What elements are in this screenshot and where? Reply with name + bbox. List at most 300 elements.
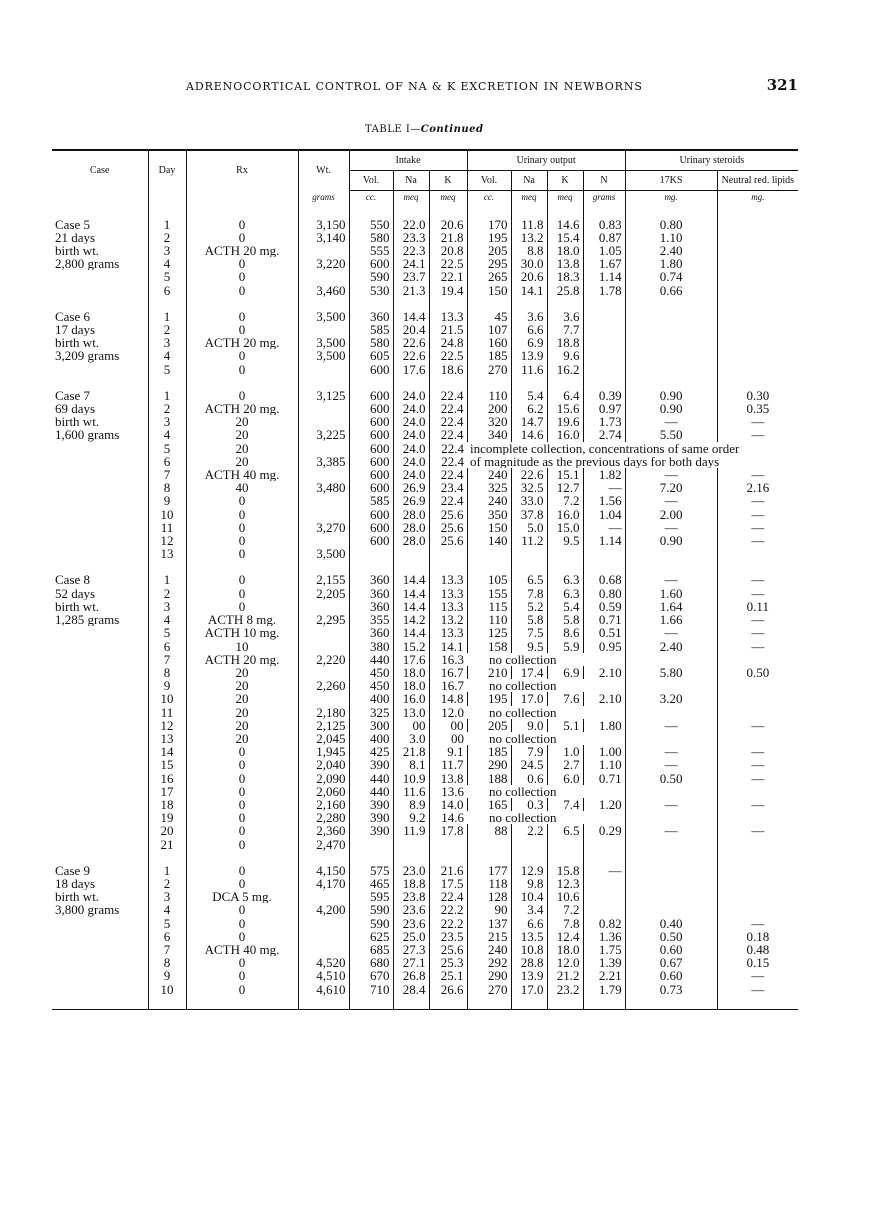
out-k-cell: 18.0 <box>547 244 583 257</box>
rx-cell: ACTH 20 mg. <box>186 653 298 666</box>
case-desc-cell <box>52 706 148 719</box>
case-desc-cell <box>52 534 148 547</box>
out-k-cell: 7.7 <box>547 323 583 336</box>
out-vol-cell: 155 <box>467 587 511 600</box>
in-na-cell: 23.3 <box>393 231 429 244</box>
out-vol-cell: 265 <box>467 270 511 283</box>
case-desc-cell: birth wt. <box>55 336 100 350</box>
rx-cell: 0 <box>186 231 298 244</box>
table-row <box>52 917 798 930</box>
empty-cell <box>625 732 717 745</box>
out-n-cell <box>583 890 625 903</box>
in-k-cell: 11.7 <box>429 758 467 771</box>
ks17-cell: 0.74 <box>625 270 717 283</box>
spacer-cell <box>583 297 625 310</box>
spacer-cell <box>429 996 467 1010</box>
spacer-cell <box>298 205 349 218</box>
in-vol-cell: 600 <box>349 508 393 521</box>
out-n-cell: 0.71 <box>583 772 625 785</box>
out-n-cell: — <box>583 481 625 494</box>
out-k-cell: 5.8 <box>547 613 583 626</box>
out-vol-cell: 105 <box>467 573 511 586</box>
day-cell: 3 <box>148 600 186 613</box>
case-desc-cell: Case 6 <box>55 309 91 324</box>
in-na-cell: 18.8 <box>393 877 429 890</box>
rx-cell: 0 <box>186 323 298 336</box>
table-row <box>52 455 798 468</box>
spacer-cell <box>393 205 429 218</box>
table-row <box>52 719 798 732</box>
table-row <box>52 811 798 824</box>
in-vol-cell: 600 <box>349 521 393 534</box>
wt-cell <box>298 415 349 428</box>
out-k-cell <box>547 838 583 851</box>
in-k-cell: 21.8 <box>429 231 467 244</box>
table-row <box>52 534 798 547</box>
out-k-cell: 15.6 <box>547 402 583 415</box>
out-na-cell: 13.9 <box>511 349 547 362</box>
lipids-cell: — <box>717 798 798 811</box>
spacer-cell <box>511 560 547 573</box>
out-k-cell: 7.8 <box>547 917 583 930</box>
wt-cell <box>298 943 349 956</box>
out-k-cell: 15.0 <box>547 521 583 534</box>
lipids-cell: — <box>717 626 798 639</box>
out-na-cell: 3.4 <box>511 903 547 916</box>
ks17-cell: — <box>625 573 717 586</box>
no-collection-note: no collection <box>489 705 557 719</box>
no-collection-note: no collection <box>489 652 557 666</box>
col-neutral-red-lipids: Neutral red. lipids <box>717 171 798 191</box>
table-row <box>52 257 798 270</box>
in-na-cell: 21.8 <box>393 745 429 758</box>
day-cell: 11 <box>148 706 186 719</box>
out-n-cell: 0.59 <box>583 600 625 613</box>
in-k-cell: 22.2 <box>429 917 467 930</box>
spacer-cell <box>429 205 467 218</box>
wt-cell: 2,280 <box>298 811 349 824</box>
wt-cell: 3,500 <box>298 310 349 323</box>
wt-cell: 2,090 <box>298 772 349 785</box>
lipids-cell <box>717 890 798 903</box>
in-k-cell: 22.4 <box>429 402 467 415</box>
wt-cell: 3,500 <box>298 547 349 560</box>
out-na-cell: 5.4 <box>511 389 547 402</box>
in-vol-cell: 600 <box>349 468 393 481</box>
in-vol-cell: 600 <box>349 257 393 270</box>
in-na-cell: 22.0 <box>393 218 429 231</box>
lipids-cell <box>717 231 798 244</box>
in-vol-cell: 360 <box>349 626 393 639</box>
out-na-cell: 14.1 <box>511 284 547 297</box>
day-cell: 11 <box>148 521 186 534</box>
in-k-cell: 13.3 <box>429 587 467 600</box>
col-wt: Wt. <box>298 150 349 191</box>
in-k-cell: 13.6 <box>429 785 467 798</box>
out-n-cell <box>583 363 625 376</box>
in-na-cell <box>393 547 429 560</box>
spacer-cell <box>52 560 148 573</box>
in-vol-cell: 600 <box>349 455 393 468</box>
out-k-cell: 15.4 <box>547 231 583 244</box>
out-vol-cell: 200 <box>467 402 511 415</box>
spacer-cell <box>52 851 148 864</box>
in-k-cell: 22.4 <box>429 468 467 481</box>
in-na-cell: 22.6 <box>393 336 429 349</box>
in-vol-cell: 300 <box>349 719 393 732</box>
spacer-row <box>52 560 798 573</box>
in-k-cell: 14.6 <box>429 811 467 824</box>
case-desc-cell <box>52 455 148 468</box>
rx-cell: 0 <box>186 969 298 982</box>
wt-cell: 3,270 <box>298 521 349 534</box>
rule-cell <box>717 1009 798 1010</box>
lipids-cell: 0.11 <box>717 600 798 613</box>
out-vol-cell: 215 <box>467 930 511 943</box>
no-collection-note: no collection <box>489 731 557 746</box>
rule-cell <box>349 1009 393 1010</box>
out-n-cell <box>583 877 625 890</box>
day-cell: 15 <box>148 758 186 771</box>
spacer-cell <box>148 297 186 310</box>
out-na-cell: 0.6 <box>511 772 547 785</box>
table-row <box>52 864 798 877</box>
in-na-cell <box>393 838 429 851</box>
lipids-cell: 0.15 <box>717 956 798 969</box>
in-na-cell: 24.0 <box>393 468 429 481</box>
spacer-cell <box>547 376 583 389</box>
out-na-cell: 17.0 <box>511 983 547 996</box>
wt-cell: 4,610 <box>298 983 349 996</box>
in-vol-cell: 585 <box>349 323 393 336</box>
in-k-cell: 9.1 <box>429 745 467 758</box>
day-cell: 12 <box>148 534 186 547</box>
lipids-cell: — <box>717 468 798 481</box>
out-k-cell: 25.8 <box>547 284 583 297</box>
in-na-cell: 24.0 <box>393 455 429 468</box>
spacer-cell <box>298 851 349 864</box>
wt-cell: 2,180 <box>298 706 349 719</box>
day-cell: 6 <box>148 640 186 653</box>
case-desc-cell: 1,600 grams <box>55 428 120 442</box>
case-desc-cell <box>52 679 148 692</box>
out-n-cell: 0.87 <box>583 231 625 244</box>
spacer-cell <box>511 851 547 864</box>
lipids-cell: — <box>717 613 798 626</box>
day-cell: 8 <box>148 956 186 969</box>
wt-cell <box>298 534 349 547</box>
spacer-cell <box>349 297 393 310</box>
rx-cell: 0 <box>186 745 298 758</box>
in-na-cell: 26.9 <box>393 494 429 507</box>
day-cell: 16 <box>148 772 186 785</box>
lipids-cell: 0.50 <box>717 666 798 679</box>
out-n-cell: 1.05 <box>583 244 625 257</box>
day-cell: 20 <box>148 824 186 837</box>
out-n-cell <box>583 349 625 362</box>
out-na-cell: 10.8 <box>511 943 547 956</box>
out-na-cell: 6.6 <box>511 917 547 930</box>
lipids-cell: — <box>717 494 798 507</box>
in-na-cell: 26.9 <box>393 481 429 494</box>
spacer-cell <box>583 376 625 389</box>
wt-cell: 2,155 <box>298 573 349 586</box>
in-vol-cell: 590 <box>349 270 393 283</box>
case-desc-cell: 69 days <box>55 402 96 416</box>
ks17-cell: 0.50 <box>625 930 717 943</box>
rx-cell: ACTH 10 mg. <box>186 626 298 639</box>
day-cell: 9 <box>148 969 186 982</box>
out-n-cell <box>583 547 625 560</box>
in-na-cell: 11.6 <box>393 785 429 798</box>
lipids-cell: 0.30 <box>717 389 798 402</box>
rx-cell: 0 <box>186 758 298 771</box>
unit-out-n: grams <box>583 191 625 205</box>
in-vol-cell: 685 <box>349 943 393 956</box>
ks17-cell <box>625 310 717 323</box>
ks17-cell <box>625 903 717 916</box>
case-desc-cell: 1,285 grams <box>55 613 120 627</box>
col-urinary-output: Urinary output <box>467 150 625 171</box>
in-vol-cell: 670 <box>349 969 393 982</box>
in-vol-cell: 595 <box>349 890 393 903</box>
table-label: TABLE I— <box>365 124 421 135</box>
table-row <box>52 442 798 455</box>
lipids-cell <box>717 363 798 376</box>
lipids-cell <box>717 323 798 336</box>
table-row <box>52 494 798 507</box>
out-n-cell: 1.82 <box>583 468 625 481</box>
spacer-cell <box>298 560 349 573</box>
table-row <box>52 402 798 415</box>
table-row <box>52 956 798 969</box>
wt-cell <box>298 323 349 336</box>
ks17-cell <box>625 890 717 903</box>
day-cell: 9 <box>148 679 186 692</box>
out-na-cell: 6.6 <box>511 323 547 336</box>
unit-ks: mg. <box>625 191 717 205</box>
out-na-cell: 14.6 <box>511 428 547 441</box>
rx-cell: 0 <box>186 494 298 507</box>
rx-cell: 0 <box>186 389 298 402</box>
out-n-cell: 0.83 <box>583 218 625 231</box>
lipids-cell: — <box>717 917 798 930</box>
day-cell: 1 <box>148 310 186 323</box>
ks17-cell <box>625 349 717 362</box>
out-vol-cell: 290 <box>467 969 511 982</box>
out-k-cell: 19.6 <box>547 415 583 428</box>
out-n-cell: 2.21 <box>583 969 625 982</box>
out-n-cell: 1.10 <box>583 758 625 771</box>
table-row <box>52 468 798 481</box>
table-row <box>52 284 798 297</box>
in-vol-cell: 325 <box>349 706 393 719</box>
empty-cell <box>625 706 717 719</box>
out-k-cell: 8.6 <box>547 626 583 639</box>
empty-cell <box>625 679 717 692</box>
out-vol-cell: 240 <box>467 494 511 507</box>
out-vol-cell: 115 <box>467 600 511 613</box>
wt-cell <box>298 494 349 507</box>
in-vol-cell: 550 <box>349 218 393 231</box>
ks17-cell: — <box>625 798 717 811</box>
out-k-cell: 16.0 <box>547 508 583 521</box>
wt-cell: 2,470 <box>298 838 349 851</box>
in-na-cell: 14.4 <box>393 626 429 639</box>
spacer-cell <box>467 205 511 218</box>
in-k-cell: 13.3 <box>429 573 467 586</box>
spacer-cell <box>148 996 186 1010</box>
case-desc-cell <box>52 521 148 534</box>
incomplete-collection-note: of magnitude as the previous days for both days <box>470 454 720 469</box>
out-vol-cell: 160 <box>467 336 511 349</box>
out-k-cell: 7.2 <box>547 494 583 507</box>
day-cell: 5 <box>148 270 186 283</box>
case-desc-cell <box>52 930 148 943</box>
in-k-cell: 13.3 <box>429 600 467 613</box>
spacer-cell <box>717 996 798 1010</box>
out-vol-cell: 158 <box>467 640 511 653</box>
in-na-cell: 28.0 <box>393 534 429 547</box>
in-k-cell: 14.1 <box>429 640 467 653</box>
table-body <box>52 191 798 1010</box>
empty-cell <box>717 653 798 666</box>
spacer-row <box>52 996 798 1010</box>
no-collection-note: no collection <box>489 811 557 825</box>
rx-cell: 10 <box>186 640 298 653</box>
in-vol-cell: 390 <box>349 824 393 837</box>
out-k-cell: 6.5 <box>547 824 583 837</box>
out-n-cell: 1.75 <box>583 943 625 956</box>
out-k-cell: 23.2 <box>547 983 583 996</box>
out-n-cell: 0.68 <box>583 573 625 586</box>
out-na-cell: 12.9 <box>511 864 547 877</box>
table-row <box>52 969 798 982</box>
rule-cell <box>429 1009 467 1010</box>
out-k-cell: 12.0 <box>547 956 583 969</box>
out-na-cell: 9.8 <box>511 877 547 890</box>
spacer-cell <box>349 376 393 389</box>
spacer-cell <box>625 205 717 218</box>
lipids-cell: — <box>717 587 798 600</box>
day-cell: 8 <box>148 666 186 679</box>
out-n-cell: 2.10 <box>583 692 625 705</box>
rule-cell <box>583 1009 625 1010</box>
case-desc-cell: Case 9 <box>55 863 91 877</box>
rx-cell: 0 <box>186 877 298 890</box>
wt-cell <box>298 666 349 679</box>
lipids-cell <box>717 218 798 231</box>
empty-cell <box>717 785 798 798</box>
wt-cell: 2,060 <box>298 785 349 798</box>
table-row <box>52 758 798 771</box>
out-na-cell: 2.2 <box>511 824 547 837</box>
in-na-cell: 25.0 <box>393 930 429 943</box>
day-cell: 3 <box>148 244 186 257</box>
spacer-cell <box>186 560 298 573</box>
ks17-cell <box>625 363 717 376</box>
out-na-cell: 32.5 <box>511 481 547 494</box>
out-k-cell: 18.8 <box>547 336 583 349</box>
in-k-cell: 19.4 <box>429 284 467 297</box>
in-na-cell: 24.0 <box>393 415 429 428</box>
out-vol-cell: 325 <box>467 481 511 494</box>
case-desc-cell: birth wt. <box>55 890 100 904</box>
in-vol-cell: 400 <box>349 732 393 745</box>
wt-cell <box>298 930 349 943</box>
lipids-cell: — <box>717 415 798 428</box>
wt-cell: 2,045 <box>298 732 349 745</box>
col-urinary-steroids: Urinary steroids <box>625 150 798 171</box>
lipids-cell <box>717 877 798 890</box>
ks17-cell <box>625 323 717 336</box>
table-row <box>52 349 798 362</box>
spacer-cell <box>717 297 798 310</box>
day-cell: 13 <box>148 547 186 560</box>
rule-cell <box>547 1009 583 1010</box>
out-n-cell: 2.10 <box>583 666 625 679</box>
lipids-cell <box>717 284 798 297</box>
out-na-cell: 6.9 <box>511 336 547 349</box>
day-cell: 14 <box>148 745 186 758</box>
in-vol-cell: 590 <box>349 903 393 916</box>
ks17-cell: 0.50 <box>625 772 717 785</box>
table-row <box>52 231 798 244</box>
ks17-cell: 2.40 <box>625 244 717 257</box>
case-desc-cell <box>52 666 148 679</box>
spacer-cell <box>349 851 393 864</box>
in-vol-cell: 390 <box>349 798 393 811</box>
wt-cell: 4,170 <box>298 877 349 890</box>
in-vol-cell: 600 <box>349 363 393 376</box>
table-row <box>52 745 798 758</box>
day-cell: 10 <box>148 692 186 705</box>
table-row <box>52 838 798 851</box>
table-row <box>52 573 798 586</box>
case-desc-cell: birth wt. <box>55 244 100 258</box>
rx-cell: 0 <box>186 547 298 560</box>
in-k-cell: 16.7 <box>429 679 467 692</box>
rx-cell: 0 <box>186 903 298 916</box>
ks17-cell: 0.90 <box>625 402 717 415</box>
rule-cell <box>625 1009 717 1010</box>
table-row <box>52 890 798 903</box>
in-na-cell: 23.6 <box>393 903 429 916</box>
spacer-cell <box>511 297 547 310</box>
in-na-cell: 17.6 <box>393 363 429 376</box>
wt-cell: 3,480 <box>298 481 349 494</box>
out-n-cell: 1.14 <box>583 534 625 547</box>
wt-cell: 4,510 <box>298 969 349 982</box>
rx-cell: 0 <box>186 785 298 798</box>
out-vol-cell: 88 <box>467 824 511 837</box>
out-k-cell: 6.0 <box>547 772 583 785</box>
table-row <box>52 983 798 996</box>
out-n-cell: — <box>583 864 625 877</box>
ks17-cell: 0.90 <box>625 534 717 547</box>
wt-cell <box>298 640 349 653</box>
spacer-row <box>52 297 798 310</box>
in-na-cell: 18.0 <box>393 666 429 679</box>
wt-cell <box>298 402 349 415</box>
in-vol-cell: 360 <box>349 573 393 586</box>
case-desc-cell: 21 days <box>55 230 96 245</box>
out-vol-cell: 205 <box>467 244 511 257</box>
out-na-cell: 7.8 <box>511 587 547 600</box>
out-k-cell: 18.3 <box>547 270 583 283</box>
case-desc-cell <box>52 785 148 798</box>
unit-out-na: meq <box>511 191 547 205</box>
